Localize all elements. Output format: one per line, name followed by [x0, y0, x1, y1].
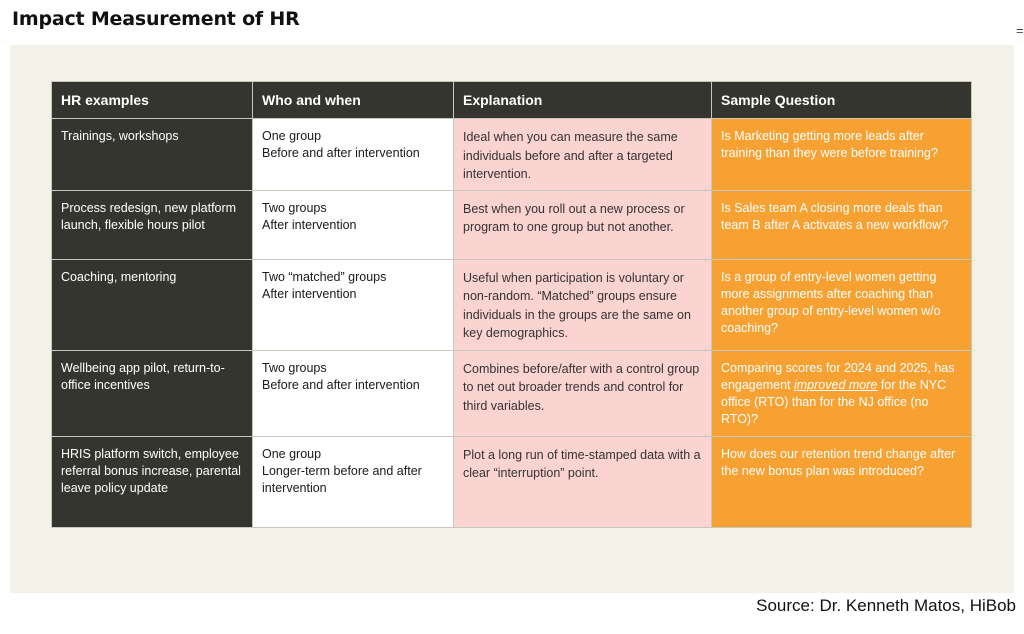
cell-hr-example: Process redesign, new platform launch, flexible hours pilot [52, 190, 253, 259]
cell-explanation: Best when you roll out a new process or program to one group but not another. [454, 190, 712, 259]
cell-hr-example: Coaching, mentoring [52, 259, 253, 350]
slide-panel [10, 45, 1014, 593]
header-who-and-when: Who and when [253, 82, 454, 119]
emphasized-phrase: improved more [793, 377, 878, 392]
header-hr-examples: HR examples [52, 82, 253, 119]
table-row [52, 119, 972, 191]
table-row [52, 259, 972, 350]
cell-hr-example: Trainings, workshops [52, 119, 253, 191]
header-explanation: Explanation [454, 82, 712, 119]
page-title: Impact Measurement of HR [12, 8, 300, 30]
question-text-end: for the NYC office (RTO) than for the NJ office (no RTO)? [721, 377, 947, 426]
cell-who-and-when: Two groups After intervention [253, 190, 454, 259]
cell-who-and-when: Two “matched” groups After intervention [253, 259, 454, 350]
cell-hr-example: HRIS platform switch, employee referral bonus increase, parental leave policy update [52, 436, 253, 527]
cell-who-and-when: Two groups Before and after intervention [253, 350, 454, 436]
table-row [52, 350, 972, 436]
cell-sample-question [712, 350, 972, 436]
cell-sample-question: Is Sales team A closing more deals than team B after A activates a new workflow? [712, 190, 972, 259]
question-text-start: Comparing scores for 2024 and 2025, has engagement [721, 360, 955, 392]
cell-explanation: Ideal when you can measure the same individuals before and after a targeted intervention. [454, 119, 712, 191]
table-header-row [52, 82, 972, 119]
table-row [52, 190, 972, 259]
cell-sample-question: How does our retention trend change after the new bonus plan was introduced? [712, 436, 972, 527]
corner-mark: = [1016, 23, 1024, 38]
cell-hr-example: Wellbeing app pilot, return-to-office incentives [52, 350, 253, 436]
cell-explanation: Plot a long run of time-stamped data with a clear “interruption” point. [454, 436, 712, 527]
cell-sample-question: Is Marketing getting more leads after training than they were before training? [712, 119, 972, 191]
source-credit: Source: Dr. Kenneth Matos, HiBob [756, 596, 1016, 615]
cell-explanation: Combines before/after with a control group to net out broader trends and control for third variables. [454, 350, 712, 436]
cell-who-and-when: One group Longer-term before and after intervention [253, 436, 454, 527]
cell-explanation: Useful when participation is voluntary or non-random. “Matched” groups ensure individuals in the groups are the same on key demographics. [454, 259, 712, 350]
hr-impact-table [51, 81, 972, 528]
cell-who-and-when: One group Before and after intervention [253, 119, 454, 191]
cell-sample-question: Is a group of entry-level women getting more assignments after coaching than another group of entry-level women w/o coaching? [712, 259, 972, 350]
table-row [52, 436, 972, 527]
header-sample-question: Sample Question [712, 82, 972, 119]
